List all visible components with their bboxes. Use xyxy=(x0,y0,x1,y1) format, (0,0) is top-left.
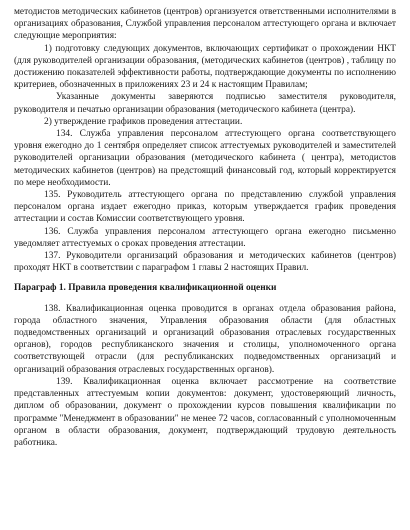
paragraph-135: 135. Руководитель аттестующего органа по представлению службой управления персоналом органа издает ежегодно приказ, которым утверждается график проведения аттестации и состав Комиссии соответствующего уровня. xyxy=(14,190,396,225)
paragraph-intro: методистов методических кабинетов (центров) организуется ответственными исполнителями в организациях образования, Службой управления персоналом аттестующего органа и включает следующие мероприятия: xyxy=(14,7,396,42)
section-heading: Параграф 1. Правила проведения квалификационной оценки xyxy=(14,283,277,294)
paragraph-139: 139. Квалификационная оценка включает рассмотрение на соответствие представленных аттестуемым копии документов: документ, удостоверяющий личность, диплом об образовании, документ о прохождении курсов повышения квалификации по программе "Менеджмент в образовании" не менее 72 часов, согласованный с уполномоченным органом в области образования, документ, подтверждающий трудовую деятельность работника. xyxy=(14,376,396,448)
paragraph-134: 134. Служба управления персоналом аттестующего органа соответствующего уровня ежегодно до 1 сентября определяет список аттестуемых руководителей и заместителей руководителей организации образования (методического кабинета ( центра), методистов методических кабинетов (центров) на предстоящий финансовый год, который корректируется по мере необходимости. xyxy=(14,129,396,188)
paragraph-137: 137. Руководители организаций образования и методических кабинетов (центров) проходят НКТ в соответствии с параграфом 1 главы 2 настоящих Правил. xyxy=(14,251,396,274)
spacer xyxy=(14,274,396,282)
paragraph-certification-note: Указанные документы заверяются подписью заместителя руководителя, руководителя и печатью организации образования (методического кабинета (центра). xyxy=(14,92,396,115)
paragraph-item-1: 1) подготовку следующих документов, включающих сертификат о прохождении НКТ (для руководителей организации образования, (методических кабинетов (центров) , таблицу по достижению показателей эффективности работы, подтверждающие документы по исполнению критериев, обозначенных в приложениях 23 и 24 к настоящим Правилам; xyxy=(14,43,396,91)
paragraph-item-2: 2) утверждение графиков проведения аттестации. xyxy=(44,116,243,127)
paragraph-138: 138. Квалификационная оценка проводится в органах отдела образования района, города областного значения, Управления образования области (для областных подведомственных организаций и организаций образования отраслевых государственных органов), городов республиканского значения и столицы, уполномоченного органа соответствующей отрасли (для республиканских подведомственных организаций и организаций образования отраслевых государственных органов). xyxy=(14,303,396,375)
paragraph-136: 136. Служба управления персоналом аттестующего органа ежегодно письменно уведомляет аттестуемых о сроках проведения аттестации. xyxy=(14,226,396,249)
spacer xyxy=(14,295,396,303)
